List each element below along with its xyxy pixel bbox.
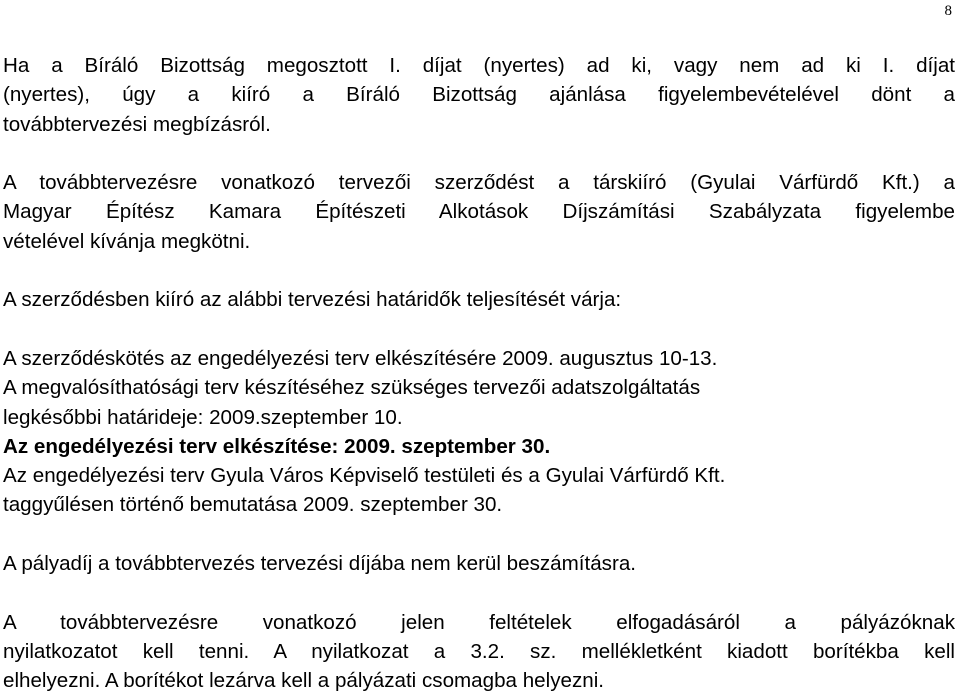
text-line: (nyertes), úgy a kiíró a Bíráló Bizottság ajánlása figyelembevételével dönt a — [3, 83, 955, 107]
text-line: továbbtervezési megbízásról. — [3, 112, 271, 136]
text-line: Magyar Építész Kamara Építészeti Alkotások Díjszámítási Szabályzata figyelembe — [3, 200, 955, 224]
deadline-data-supply-date: legkésőbbi határideje: 2009.szeptember 10. — [3, 405, 403, 429]
text-line: A szerződésben kiíró az alábbi tervezési határidők teljesítését várja: — [3, 288, 622, 312]
deadline-permit-plan: Az engedélyezési terv elkészítése: 2009. szeptember 30. — [3, 434, 551, 458]
text-line: vételével kívánja megkötni. — [3, 229, 251, 253]
text-line: nyilatkozatot kell tenni. A nyilatkozat a 3.2. sz. mellékletként kiadott borítékba kell — [3, 639, 955, 663]
document-body — [3, 51, 955, 696]
paragraph-award-decision — [3, 51, 955, 139]
text-line: Ha a Bíráló Bizottság megosztott I. díjat (nyertes) ad ki, vagy nem ad ki I. díjat — [3, 54, 955, 77]
paragraph-deadlines-intro — [3, 285, 955, 314]
deadline-presentation-date: taggyűlésen történő bemutatása 2009. szeptember 30. — [3, 493, 503, 517]
deadline-contract: A szerződéskötés az engedélyezési terv elkészítésére 2009. augusztus 10-13. — [3, 346, 718, 370]
page-number: 8 — [944, 3, 952, 19]
paragraph-declaration — [3, 608, 955, 696]
text-line: A továbbtervezésre vonatkozó jelen feltételek elfogadásáról a pályázóknak — [3, 610, 955, 634]
text-line: A pályadíj a továbbtervezés tervezési díjába nem kerül beszámításra. — [3, 552, 637, 576]
paragraph-gap — [3, 578, 955, 607]
paragraph-gap — [3, 139, 955, 168]
deadline-presentation: Az engedélyezési terv Gyula Város Képviselő testületi és a Gyulai Várfürdő Kft. — [3, 464, 726, 488]
paragraph-gap — [3, 315, 955, 344]
text-line: A továbbtervezésre vonatkozó tervezői szerződést a társkiíró (Gyulai Várfürdő Kft.) a — [3, 171, 955, 195]
paragraph-gap — [3, 256, 955, 285]
paragraph-deadlines-list — [3, 344, 955, 520]
paragraph-design-contract — [3, 168, 955, 256]
paragraph-gap — [3, 520, 955, 549]
paragraph-prize-fee — [3, 549, 955, 578]
deadline-data-supply: A megvalósíthatósági terv készítéséhez szükséges tervezői adatszolgáltatás — [3, 376, 701, 400]
text-line: elhelyezni. A borítékot lezárva kell a pályázati csomagba helyezni. — [3, 669, 604, 693]
